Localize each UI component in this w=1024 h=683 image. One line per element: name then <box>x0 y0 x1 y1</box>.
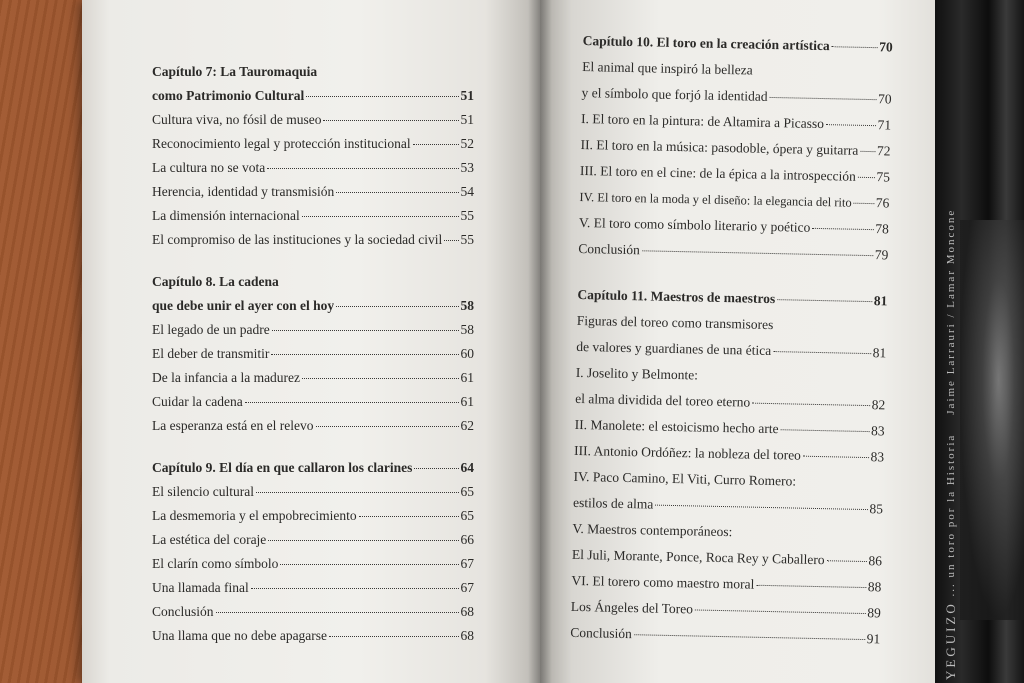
dot-leader <box>256 491 459 493</box>
chapter-heading: Capítulo 7: La Tauromaquia <box>152 64 318 79</box>
toc-entry-title: La esperanza está en el relevo <box>152 418 314 433</box>
page-number: 67 <box>460 556 474 571</box>
cover-author: Jaime Larrauri / Lamar Moncone <box>945 208 957 415</box>
chapter-heading <box>152 294 474 318</box>
page-number: 81 <box>873 293 888 309</box>
toc-entry-title: El clarín como símbolo <box>152 556 279 571</box>
page-number: 61 <box>460 394 474 409</box>
book-gutter <box>528 0 552 683</box>
page-number: 91 <box>866 631 881 647</box>
toc-entry <box>152 204 474 228</box>
dot-leader <box>773 350 871 354</box>
dot-leader <box>770 96 877 100</box>
toc-entry <box>152 528 474 552</box>
toc-entry-title: IV. El toro en la moda y el diseño: la elegancia del rito <box>579 189 852 210</box>
page-number: 83 <box>870 423 885 439</box>
toc-entry <box>152 600 474 624</box>
toc-entry <box>152 318 474 342</box>
page-number: 75 <box>876 169 891 185</box>
dot-leader <box>695 608 865 614</box>
dot-leader <box>642 249 873 256</box>
toc-entry-title: El deber de transmitir <box>152 346 270 361</box>
toc-entry-title: De la infancia a la madurez <box>152 370 301 385</box>
toc-entry-title: El compromiso de las instituciones y la sociedad civil <box>152 232 443 247</box>
dot-leader <box>827 559 867 562</box>
toc-entry <box>152 156 474 180</box>
page-number: 61 <box>460 370 474 385</box>
chapter-heading: Capítulo 8. La cadena <box>152 274 279 289</box>
chapter-heading <box>152 456 474 480</box>
section-spacer <box>152 438 474 456</box>
dot-leader <box>336 191 458 193</box>
page-number: 65 <box>460 508 474 523</box>
chapter-heading-text: Capítulo 10. El toro en la creación artística <box>582 32 830 54</box>
page-number: 64 <box>460 460 474 475</box>
cover-spine-text <box>943 40 957 680</box>
toc-entry <box>152 390 474 414</box>
toc-entry-title: Figuras del toreo como transmisores <box>576 312 774 333</box>
dot-leader <box>359 515 459 517</box>
dot-leader <box>329 635 458 637</box>
dot-leader <box>216 611 459 613</box>
dot-leader <box>302 377 458 379</box>
page-number: 68 <box>460 604 474 619</box>
toc-entry-title: V. El toro como símbolo literario y poético <box>578 214 811 235</box>
cover-title: YEGUIZO <box>943 601 958 680</box>
page-number: 70 <box>879 39 893 55</box>
toc-entry <box>152 180 474 204</box>
dot-leader <box>414 467 458 469</box>
toc-entry <box>152 132 474 156</box>
dot-leader <box>854 202 874 204</box>
toc-entry-title: II. El toro en la música: pasodoble, ópera y guitarra <box>580 136 859 158</box>
toc-entry <box>152 366 474 390</box>
toc-entry-title: III. Antonio Ordóñez: la nobleza del toreo <box>573 442 802 463</box>
toc-entry-title: I. Joselito y Belmonte: <box>575 364 699 383</box>
page-number: 62 <box>460 418 474 433</box>
toc-entry-title: El silencio cultural <box>152 484 254 499</box>
page-number: 58 <box>460 298 474 313</box>
toc-entry <box>152 504 474 528</box>
chapter-heading-text: como Patrimonio Cultural <box>152 88 305 103</box>
page-number: 82 <box>871 397 886 413</box>
dot-leader <box>756 584 866 588</box>
chapter-heading-text: Capítulo 11. Maestros de maestros <box>577 286 776 307</box>
dot-leader <box>336 305 458 307</box>
page-number: 68 <box>460 628 474 643</box>
dot-leader <box>752 402 869 406</box>
page-number: 83 <box>870 449 885 465</box>
toc-entry-title: El legado de un padre <box>152 322 270 337</box>
toc-entry-title: La estética del coraje <box>152 532 267 547</box>
page-number: 52 <box>460 136 474 151</box>
toc-entry-title: VI. El torero como maestro moral <box>571 572 755 592</box>
dot-leader <box>302 215 459 217</box>
toc-entry-title: La dimensión internacional <box>152 208 300 223</box>
dot-leader <box>444 239 458 241</box>
page-number: 85 <box>869 501 884 517</box>
page-number: 72 <box>876 143 891 159</box>
page-number: 66 <box>460 532 474 547</box>
wooden-table <box>0 0 90 683</box>
toc-entry-title: V. Maestros contemporáneos: <box>572 520 733 540</box>
dot-leader <box>272 329 459 331</box>
dot-leader <box>323 119 458 121</box>
toc-entry-title: El animal que inspiró la belleza <box>582 58 753 78</box>
dot-leader <box>832 45 878 48</box>
dot-leader <box>413 143 459 145</box>
dot-leader <box>803 455 869 458</box>
page-number: 55 <box>460 232 474 247</box>
dot-leader <box>781 428 870 432</box>
toc-entry-title: Conclusión <box>578 240 641 258</box>
page-number: 86 <box>868 553 883 569</box>
cover-photo <box>960 220 1024 620</box>
page-number: 51 <box>460 88 474 103</box>
dot-leader <box>858 176 875 178</box>
page-number: 54 <box>460 184 474 199</box>
page-number: 89 <box>867 605 881 621</box>
toc-entry-title: Cuidar la cadena <box>152 394 243 409</box>
toc-entry <box>152 576 474 600</box>
page-number: 65 <box>460 484 474 499</box>
page-number: 70 <box>877 91 892 107</box>
chapter-heading <box>152 84 474 108</box>
toc-entry-title: Una llamada final <box>152 580 249 595</box>
toc-entry-title: y el símbolo que forjó la identidad <box>581 84 768 104</box>
dot-leader <box>280 563 458 565</box>
toc-entry-title: Cultura viva, no fósil de museo <box>152 112 322 127</box>
toc-entry-title: estilos de alma <box>572 494 654 512</box>
toc-entry-title: IV. Paco Camino, El Viti, Curro Romero: <box>573 468 797 489</box>
page-number: 76 <box>875 195 890 211</box>
dot-leader <box>251 587 459 589</box>
page-number: 71 <box>877 117 892 133</box>
page-number: 53 <box>460 160 474 175</box>
page-number: 67 <box>460 580 474 595</box>
toc-entry-title: el alma dividida del toreo eterno <box>575 390 751 410</box>
toc-entry <box>152 108 474 132</box>
page-number: 58 <box>460 322 474 337</box>
toc-entry-title: Los Ángeles del Toreo <box>570 598 694 617</box>
toc-entry <box>152 228 474 252</box>
chapter-heading-text: que debe unir el ayer con el hoy <box>152 298 335 313</box>
dot-leader <box>245 401 459 403</box>
toc-entry-title: Una llama que no debe apagarse <box>152 628 328 643</box>
page-number: 79 <box>874 247 889 263</box>
page-number: 81 <box>872 345 887 361</box>
cover-subtitle: ... un toro por la Historia <box>945 433 957 597</box>
page-number: 78 <box>875 221 890 237</box>
page-number: 51 <box>460 112 474 127</box>
dot-leader <box>812 227 873 230</box>
toc-entry-title: La desmemoria y el empobrecimiento <box>152 508 357 523</box>
dot-leader <box>271 353 458 355</box>
page-number: 60 <box>460 346 474 361</box>
dot-leader <box>268 539 458 541</box>
toc-entry <box>152 624 474 648</box>
dot-leader <box>777 298 872 302</box>
chapter-heading-text: Capítulo 9. El día en que callaron los clarines <box>152 460 413 475</box>
toc-entry <box>152 480 474 504</box>
dot-leader <box>306 95 458 97</box>
toc-entry <box>152 414 474 438</box>
toc-entry-title: I. El toro en la pintura: de Altamira a Picasso <box>580 110 825 132</box>
toc-entry-title: Herencia, identidad y transmisión <box>152 184 335 199</box>
toc-entry-title: Conclusión <box>570 624 632 642</box>
toc-entry <box>152 552 474 576</box>
dot-leader <box>860 150 875 152</box>
dot-leader <box>316 425 459 427</box>
dot-leader <box>655 504 867 510</box>
left-table-of-contents <box>152 60 474 648</box>
page-number: 55 <box>460 208 474 223</box>
section-spacer <box>152 252 474 270</box>
toc-entry-title: El Juli, Morante, Ponce, Roca Rey y Caballero <box>571 546 825 568</box>
toc-entry-title: Reconocimiento legal y protección institucional <box>152 136 411 151</box>
toc-entry-title: La cultura no se vota <box>152 160 266 175</box>
page-number: 88 <box>867 579 882 595</box>
toc-entry <box>152 342 474 366</box>
dot-leader <box>826 123 876 126</box>
right-table-of-contents <box>570 28 893 652</box>
toc-entry-title: Conclusión <box>152 604 214 619</box>
toc-entry-title: de valores y guardianes de una ética <box>576 338 772 359</box>
dot-leader <box>634 633 865 640</box>
toc-entry-title: III. El toro en el cine: de la épica a la introspección <box>579 162 856 184</box>
dot-leader <box>267 167 458 169</box>
toc-entry-title: II. Manolete: el estoicismo hecho arte <box>574 416 779 437</box>
